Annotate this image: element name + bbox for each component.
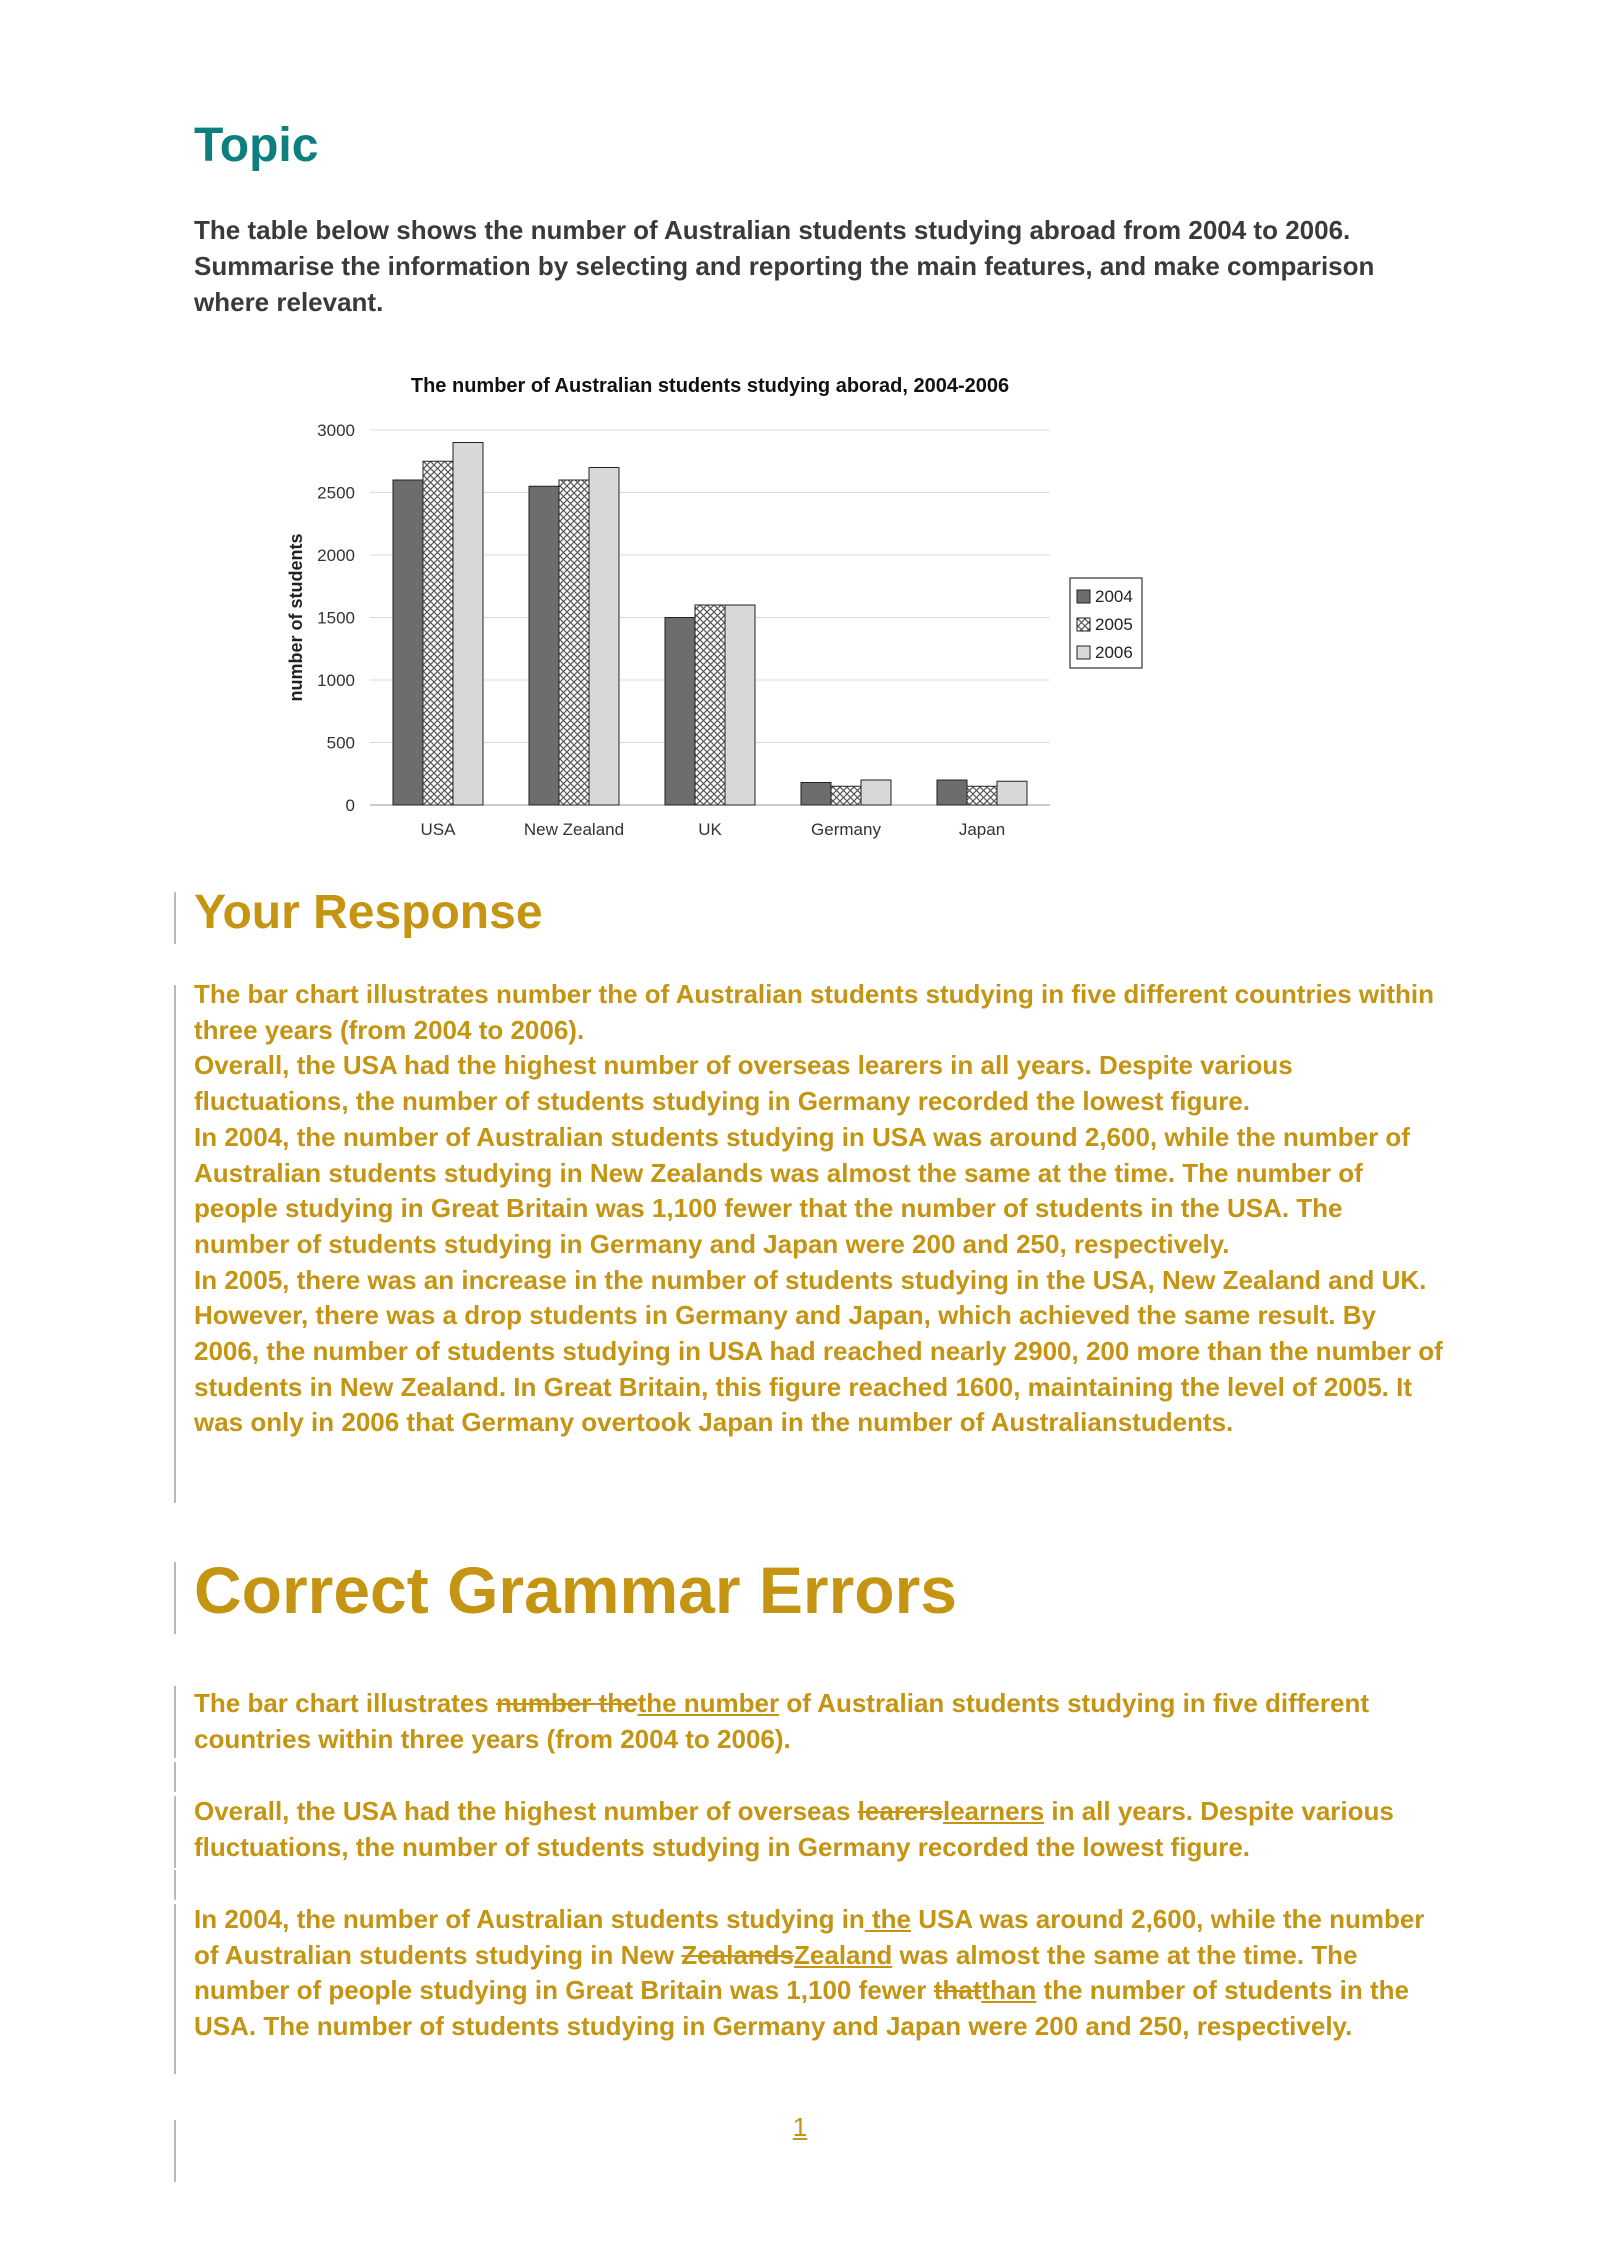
- y-tick-label: 2500: [317, 483, 355, 503]
- bar-2005: [423, 461, 453, 805]
- response-body: [194, 977, 1444, 1441]
- bar-2004: [393, 480, 423, 805]
- change-bar: [174, 1904, 176, 2074]
- deleted-text: learers: [857, 1796, 943, 1826]
- correction-text: In 2004, the number of Australian students studying in: [194, 1904, 865, 1934]
- legend-label: 2004: [1095, 587, 1133, 606]
- bar-2004: [937, 780, 967, 805]
- correction-paragraph-3: [194, 1902, 1444, 2045]
- grammar-heading: Correct Grammar Errors: [194, 1553, 957, 1627]
- bar-2006: [861, 780, 891, 805]
- x-tick-label: USA: [420, 820, 456, 839]
- legend-label: 2005: [1095, 615, 1133, 634]
- topic-heading: Topic: [194, 119, 319, 172]
- correction-paragraph-1: [194, 1686, 1444, 1757]
- legend-swatch: [1077, 646, 1090, 659]
- bar-2005: [695, 605, 725, 805]
- bar-2006: [725, 605, 755, 805]
- inserted-text: the: [864, 1904, 912, 1934]
- chart-title: The number of Australian students studying aborad, 2004-2006: [410, 375, 1010, 397]
- inserted-text: than: [981, 1975, 1037, 2006]
- y-tick-label: 500: [326, 733, 355, 753]
- deleted-text: number the: [495, 1688, 638, 1718]
- correction-text: was almost the same at the time. The number of people studying in Great Britain was 1,100 fewer: [194, 1939, 1358, 2006]
- topic-prompt: The table below shows the number of Australian students studying abroad from 2004 to 2006. Summarise the information by selecting and reporting the main features, and make comparison where relevant.: [194, 215, 1375, 317]
- legend-swatch: [1077, 618, 1090, 631]
- legend-label: 2006: [1095, 643, 1133, 662]
- response-paragraph: Overall, the USA had the highest number of overseas learers in all years. Despite various fluctuations, the number of students studying in Germany recorded the lowest figure.: [194, 1050, 1293, 1117]
- x-tick-label: New Zealand: [523, 820, 625, 839]
- correction-text: in all years. Despite various fluctuations, the number of students studying in Germany recorded the lowest figure.: [194, 1796, 1394, 1862]
- correction-text: Overall, the USA had the highest number of overseas: [194, 1796, 858, 1826]
- response-paragraph: In 2005, there was an increase in the number of students studying in the USA, New Zealand and UK. However, there was a drop students in Germany and Japan, which achieved the same result. By 2006, the number of students studying in USA had reached nearly 2900, 200 more than the number of students in New Zealand. In Great Britain, this figure reached 1600, maintaining the level of 2005. It was only in 2006 that Germany overtook Japan in the number of Australianstudents.: [194, 1264, 1443, 1438]
- change-bar: [174, 1870, 176, 1900]
- bar-2005: [559, 480, 589, 805]
- y-axis-label: number of students: [286, 533, 306, 702]
- deleted-text: that: [933, 1975, 982, 2006]
- bar-2004: [801, 783, 831, 806]
- response-paragraph: In 2004, the number of Australian students studying in USA was around 2,600, while the number of Australian students studying in New Zealands was almost the same at the time. The number of people studying in Great Britain was 1,100 fewer that the number of students in the USA. The number of students studying in Germany and Japan were 200 and 250, respectively.: [194, 1121, 1410, 1259]
- bar-2004: [529, 486, 559, 805]
- correction-text: USA was around 2,600, while the number of Australian students studying in New: [194, 1904, 1425, 1970]
- legend-swatch: [1077, 590, 1090, 603]
- correction-paragraph-2: [194, 1794, 1444, 1865]
- y-tick-label: 3000: [317, 421, 355, 440]
- x-tick-label: UK: [698, 820, 722, 839]
- bar-2006: [997, 781, 1027, 805]
- change-bar: [174, 1686, 176, 1758]
- y-tick-label: 1000: [317, 671, 355, 690]
- correction-text: of Australian students studying in five different countries within three years (from 2004 to 2006).: [194, 1688, 1370, 1754]
- change-bar: [174, 985, 176, 1503]
- change-bar: [174, 1562, 176, 1634]
- correction-text: the number of students in the USA. The number of students studying in Germany and Japan were 200 and 250, respectively.: [194, 1975, 1409, 2042]
- bar-2006: [589, 468, 619, 806]
- response-paragraph: The bar chart illustrates number the of Australian students studying in five different countries within three years (from 2004 to 2006).: [194, 979, 1434, 1045]
- response-heading: Your Response: [194, 886, 543, 939]
- y-tick-label: 0: [345, 796, 355, 815]
- bar-2005: [831, 786, 861, 805]
- bar-2005: [967, 786, 997, 805]
- deleted-text: Zealands: [681, 1939, 795, 1970]
- page-number[interactable]: 1: [792, 2112, 808, 2142]
- y-tick-label: 1500: [317, 608, 355, 628]
- inserted-text: Zealand: [794, 1939, 893, 1970]
- x-tick-label: Germany: [811, 820, 881, 839]
- change-bar: [174, 1796, 176, 1868]
- bar-2006: [453, 443, 483, 806]
- inserted-text: learners: [942, 1796, 1045, 1826]
- bar-chart: [280, 360, 1160, 860]
- x-tick-label: Japan: [958, 820, 1006, 839]
- change-bar: [174, 1762, 176, 1792]
- bar-2004: [665, 618, 695, 806]
- correction-text: The bar chart illustrates: [194, 1688, 496, 1718]
- inserted-text: the number: [637, 1688, 780, 1718]
- y-tick-label: 2000: [317, 546, 355, 565]
- change-bar: [174, 892, 176, 944]
